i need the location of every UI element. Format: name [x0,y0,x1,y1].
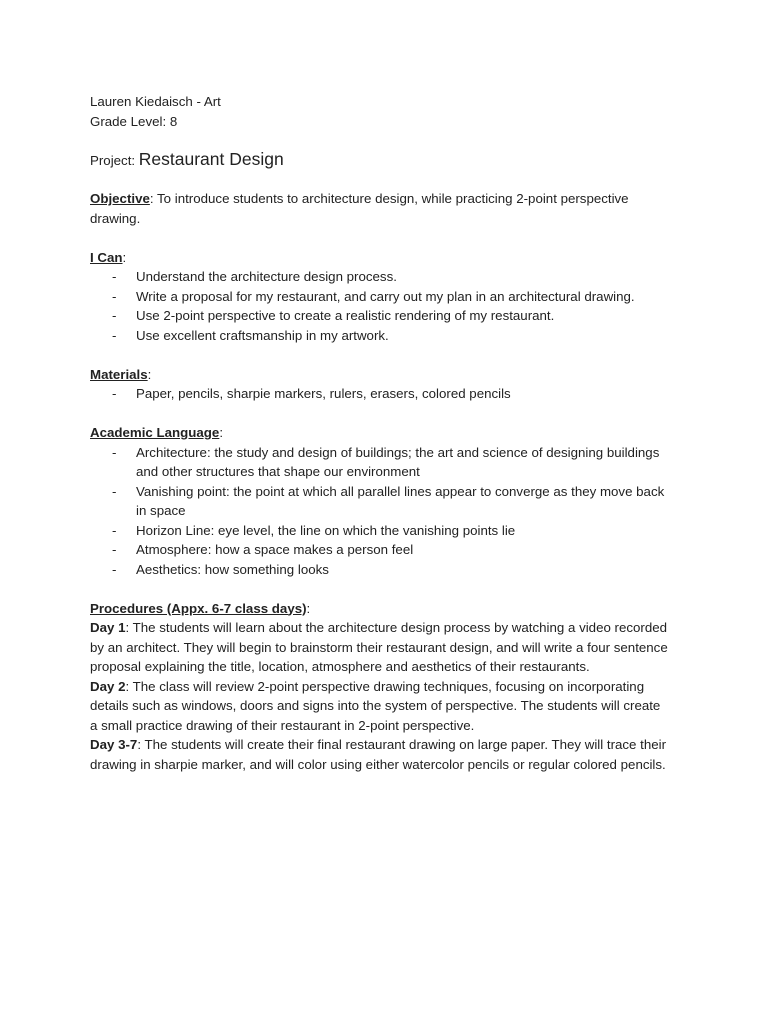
list-item [90,267,670,287]
day-1-paragraph [90,618,670,677]
materials-list [90,384,670,404]
list-item-text: Vanishing point: the point at which all parallel lines appear to converge as they move back in space [136,483,665,518]
day-1-label: Day 1 [90,620,126,635]
list-item [90,560,670,580]
author-line: Lauren Kiedaisch - Art [90,94,221,109]
list-item [90,384,670,404]
dash-marker: - [112,522,117,538]
list-item [90,482,670,521]
day-1-text: : The students will learn about the architecture design process by watching a video recorded by an architect. They will begin to brainstorm their restaurant design, and will write a four sentence proposal explaining the title, location, atmosphere and aesthetics of their restaurants. [90,620,668,674]
dash-marker: - [112,327,117,343]
materials-heading: Materials [90,366,148,382]
day-3-7-text: : The students will create their final restaurant drawing on large paper. They will trace their drawing in sharpie marker, and will color using either watercolor pencils or regular colored pencils. [90,737,667,772]
objective-paragraph [90,189,670,228]
list-item [90,326,670,346]
academic-language-heading-line [90,423,670,443]
list-item [90,521,670,541]
project-line [90,147,670,173]
dash-marker: - [112,386,117,401]
day-2-label: Day 2 [90,678,126,694]
list-item-text: Atmosphere: how a space makes a person feel [136,542,414,557]
dash-marker: - [112,542,117,557]
procedures-colon: : [306,600,311,616]
materials-colon: : [147,366,152,382]
dash-marker: - [112,269,117,284]
day-3-7-label: Day 3-7 [90,737,138,752]
i-can-heading: I Can [90,249,123,265]
day-2-text: : The class will review 2-point perspective drawing techniques, focusing on incorporating details such as windows, doors and signs into the system of perspective. The students will create a small practice drawing of their restaurant in 2-point perspective. [90,678,661,733]
academic-language-list [90,443,670,580]
project-label: Project: [90,153,139,168]
list-item-text: Write a proposal for my restaurant, and carry out my plan in an architectural drawing. [136,288,635,304]
objective-text: : To introduce students to architecture design, while practicing 2-point perspective drawing. [90,191,629,226]
academic-language-colon: : [219,425,224,440]
materials-heading-line [90,365,670,385]
procedures-heading: Procedures (Appx. 6-7 class days) [90,600,307,616]
list-item-text: Architecture: the study and design of buildings; the art and science of designing buildings and other structures that shape our environment [136,444,660,479]
list-item-text: Use 2-point perspective to create a realistic rendering of my restaurant. [136,308,555,323]
list-item [90,287,670,307]
i-can-heading-line [90,248,670,268]
dash-marker: - [112,288,117,304]
grade-level-line: Grade Level: 8 [90,113,178,129]
list-item-text: Aesthetics: how something looks [136,561,329,577]
dash-marker: - [112,444,117,460]
dash-marker: - [112,483,117,499]
list-item [90,540,670,560]
dash-marker: - [112,561,117,577]
list-item-text: Horizon Line: eye level, the line on which the vanishing points lie [136,522,516,538]
day-3-7-paragraph [90,735,670,774]
dash-marker: - [112,308,117,323]
i-can-colon: : [122,249,127,265]
list-item [90,443,670,482]
list-item-text: Paper, pencils, sharpie markers, rulers, erasers, colored pencils [136,386,511,401]
objective-heading: Objective [90,191,150,206]
list-item-text: Understand the architecture design process. [136,269,397,284]
procedures-heading-line [90,599,670,619]
lesson-plan-page [90,92,670,774]
day-2-paragraph [90,677,670,736]
academic-language-heading: Academic Language [90,425,220,440]
list-item-text: Use excellent craftsmanship in my artwork. [136,327,389,343]
list-item [90,306,670,326]
project-title: Restaurant Design [138,149,284,169]
i-can-list [90,267,670,345]
